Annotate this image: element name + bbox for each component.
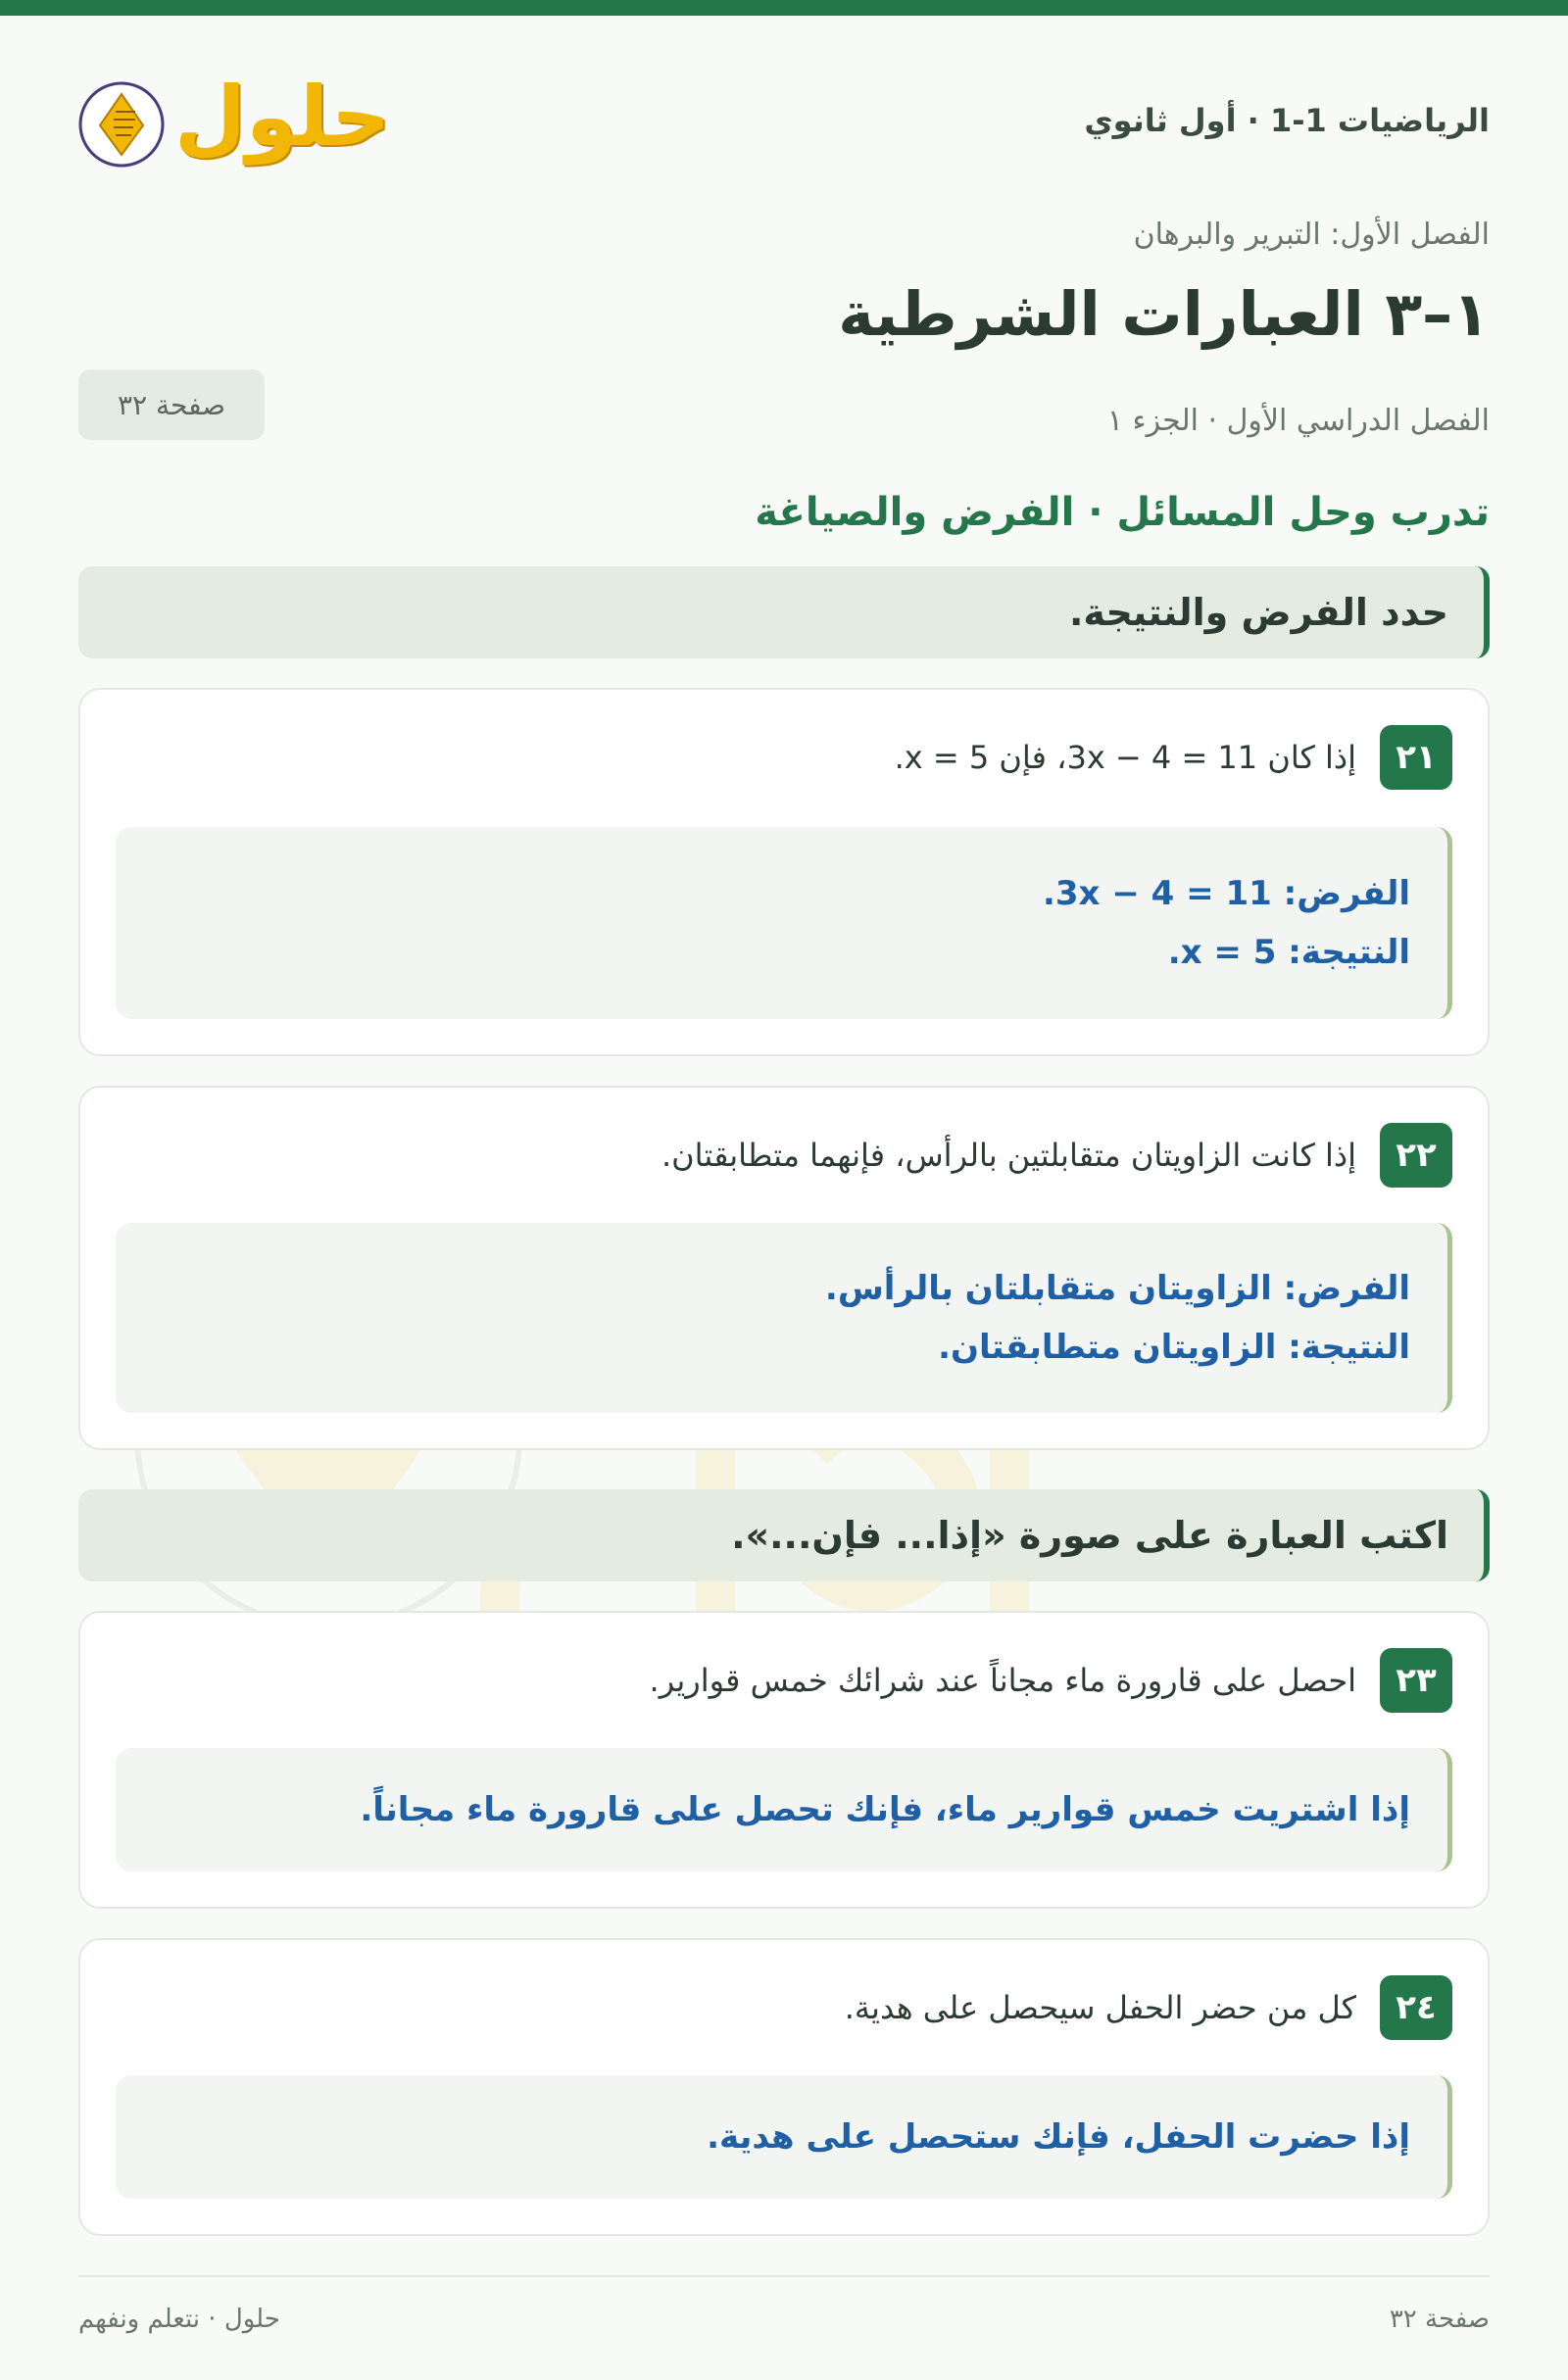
question-card: [78, 1611, 1490, 1909]
answer-box: [116, 1748, 1452, 1871]
footer-brand: حلول · نتعلم ونفهم: [78, 2305, 280, 2334]
question-text: احصل على قارورة ماء مجاناً عند شرائك خمس قوارير.: [649, 1662, 1356, 1699]
question-text: كل من حضر الحفل سيحصل على هدية.: [844, 1989, 1356, 2026]
lesson-title: ١–٣ العبارات الشرطية: [838, 278, 1490, 350]
question-text: إذا كان 3x − 4 = 11، فإن x = 5.: [894, 739, 1356, 776]
question-row: [845, 1975, 1452, 2040]
instruction-text: حدد الفرض والنتيجة.: [1068, 591, 1448, 634]
logo-text: حلول: [174, 69, 391, 165]
term-label: الفصل الدراسي الأول · الجزء ١: [1106, 404, 1490, 438]
question-row: [650, 1648, 1452, 1713]
answer-box: [116, 827, 1452, 1019]
answer-statement: إذا حضرت الحفل، فإنك ستحصل على هدية.: [707, 2117, 1410, 2157]
question-row: [895, 725, 1452, 790]
section-title: تدرب وحل المسائل · الفرض والصياغة: [755, 490, 1490, 535]
instruction-banner: [78, 566, 1490, 658]
answer-hypothesis: الفرض: الزاويتان متقابلتان بالرأس.: [824, 1269, 1410, 1308]
page-badge: صفحة ٣٢: [78, 369, 265, 440]
logo: [78, 61, 391, 188]
answer-statement: إذا اشتريت خمس قوارير ماء، فإنك تحصل على قارورة ماء مجاناً.: [360, 1790, 1410, 1829]
question-number: ٢٤: [1380, 1975, 1452, 2040]
chapter-label: الفصل الأول: التبرير والبرهان: [1133, 218, 1490, 252]
question-row: [662, 1123, 1452, 1188]
question-card: [78, 688, 1490, 1056]
answer-conclusion: النتيجة: x = 5.: [1167, 933, 1410, 972]
footer-divider: [78, 2275, 1490, 2277]
instruction-text: اكتب العبارة على صورة «إذا... فإن...».: [731, 1514, 1448, 1557]
question-number: ٢٣: [1380, 1648, 1452, 1713]
page-header: [78, 16, 1490, 218]
footer-page-number: صفحة ٣٢: [1389, 2305, 1490, 2334]
answer-box: [116, 2075, 1452, 2199]
answer-box: [116, 1223, 1452, 1413]
answer-hypothesis: الفرض: 3x − 4 = 11.: [1042, 874, 1410, 913]
book-title: الرياضيات 1-1 · أول ثانوي: [1084, 102, 1490, 139]
top-accent-bar: [0, 0, 1568, 16]
question-text: إذا كانت الزاويتان متقابلتين بالرأس، فإنهما متطابقتان.: [662, 1137, 1356, 1174]
question-number: ٢٢: [1380, 1123, 1452, 1188]
question-card: [78, 1938, 1490, 2236]
question-number: ٢١: [1380, 725, 1452, 790]
page: [78, 16, 1490, 2157]
answer-conclusion: النتيجة: الزاويتان متطابقتان.: [938, 1328, 1410, 1367]
question-card: [78, 1086, 1490, 1450]
instruction-banner: [78, 1489, 1490, 1581]
